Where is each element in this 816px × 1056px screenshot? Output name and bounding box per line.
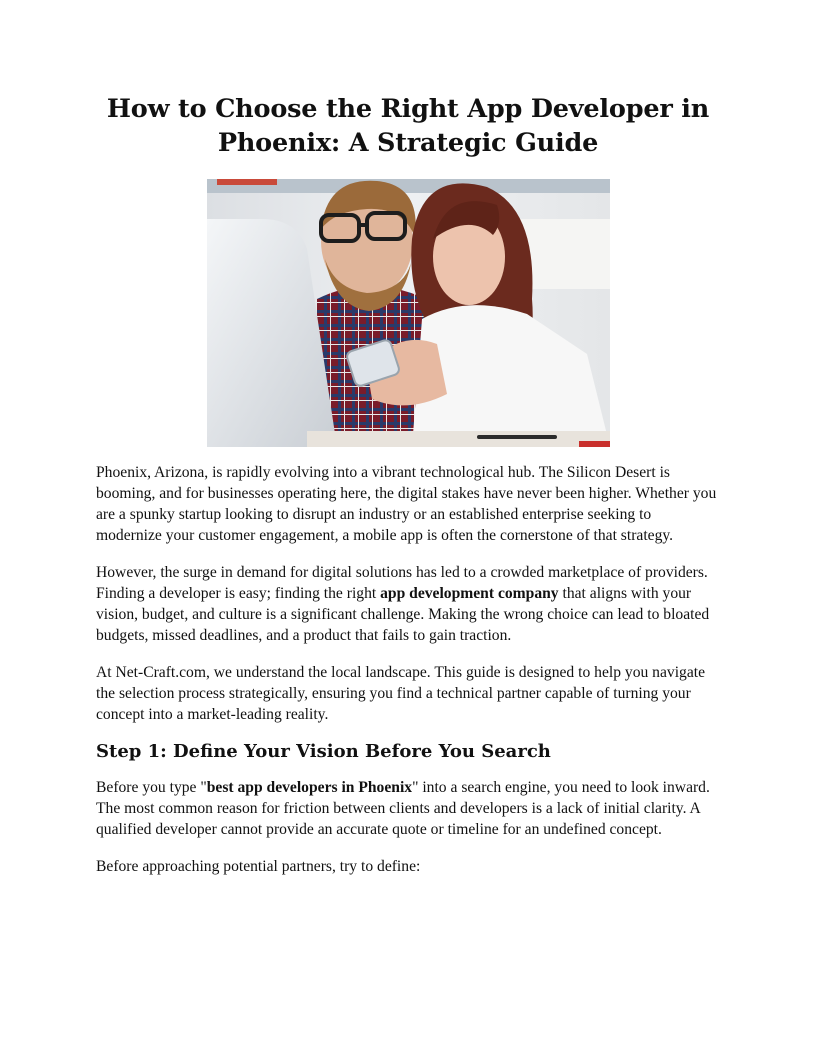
- define-paragraph: Before approaching potential partners, try to define:: [96, 858, 421, 875]
- marketplace-paragraph: [96, 562, 720, 646]
- hero-image: [207, 179, 610, 447]
- vision-paragraph: [96, 777, 720, 840]
- document-page: [96, 92, 720, 877]
- vision-text-after: " into a search engine, you need to look inward. The most common reason for friction between clients and developers is a lack of initial clarity. A qualified developer cannot provide an accurate quote or timeline for an undefined concept.: [96, 779, 710, 838]
- photo-two-people-looking-at-smartphone-icon: [207, 179, 610, 447]
- marketplace-text-after: that aligns with your vision, budget, and culture is a significant challenge. Making the wrong choice can lead to bloated budgets, missed deadlines, and a product that fails to gain traction.: [96, 585, 710, 644]
- netcraft-paragraph: At Net-Craft.com, we understand the local landscape. This guide is designed to help you navigate the selection process strategically, ensuring you find a technical partner capable of turning your concept into a market-leading reality.: [96, 664, 706, 723]
- page-title: How to Choose the Right App Developer in Phoenix: A Strategic Guide: [106, 94, 710, 158]
- vision-text-before: Before you type ": [96, 779, 207, 796]
- best-app-developers-bold: best app developers in Phoenix: [206, 779, 413, 796]
- marketplace-text-before: However, the surge in demand for digital solutions has led to a crowded marketplace of providers. Finding a developer is easy; finding the right: [96, 564, 708, 602]
- app-development-company-bold: app development company: [380, 585, 559, 602]
- intro-paragraph: Phoenix, Arizona, is rapidly evolving into a vibrant technological hub. The Silicon Desert is booming, and for businesses operating here, the digital stakes have never been higher. Whether you are a spunky startup looking to disrupt an industry or an established enterprise seeking to modernize your customer engagement, a mobile app is often the cornerstone of that strategy.: [96, 464, 717, 544]
- step-1-heading: Step 1: Define Your Vision Before You Search: [96, 741, 551, 762]
